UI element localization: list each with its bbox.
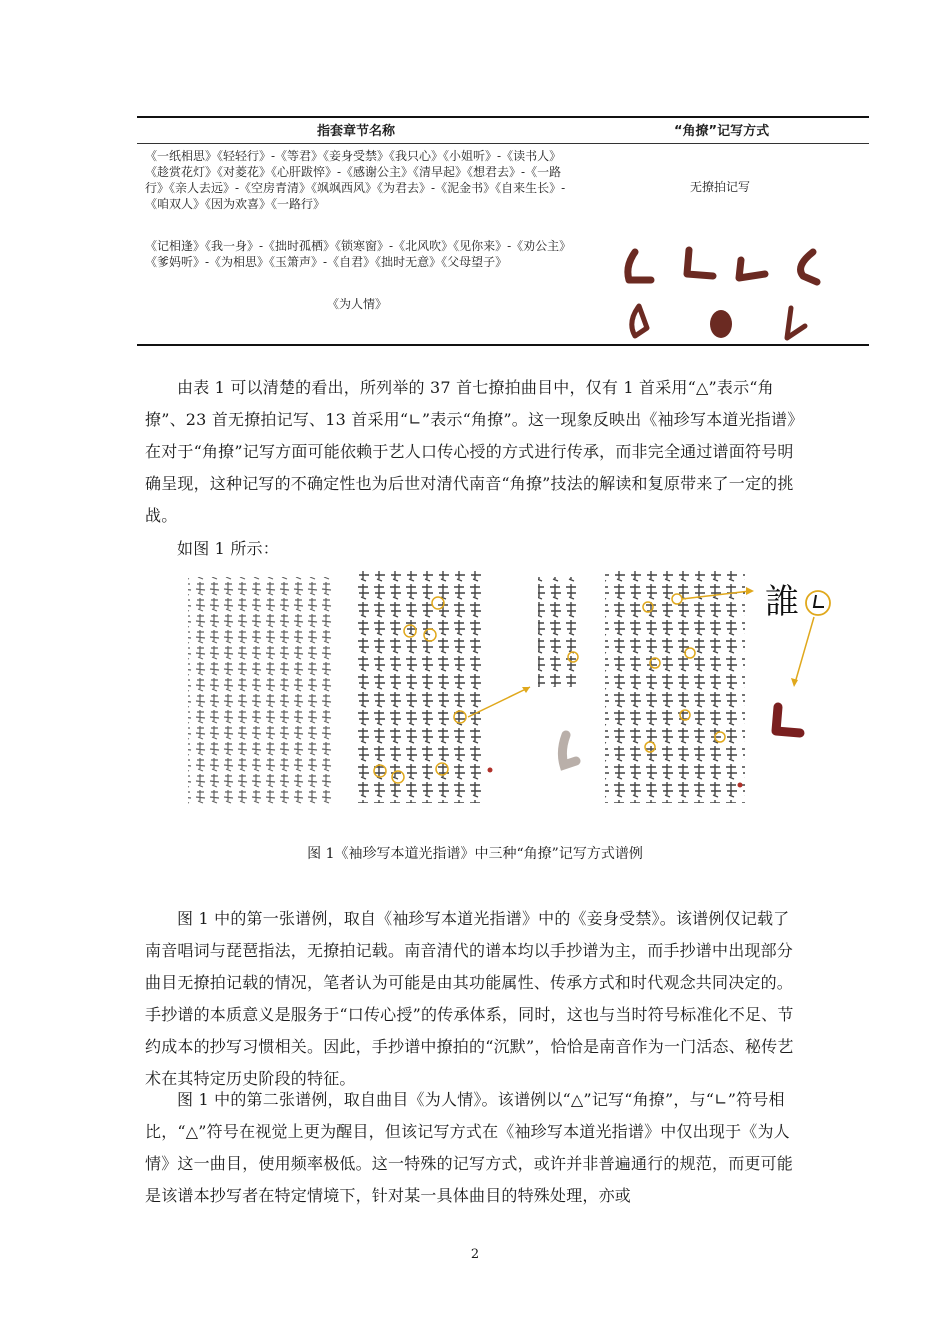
table-row-triangle-mark-title: 《为人情》 xyxy=(327,297,388,311)
blurred-mark xyxy=(562,735,576,765)
corner-mark-2 xyxy=(687,250,713,276)
corner-mark-4 xyxy=(801,252,817,282)
table-row-no-mark-method: 无撩拍记写 xyxy=(690,180,751,194)
paragraph-analysis: 由表 1 可以清楚的看出，所列举的 37 首七撩拍曲目中，仅有 1 首采用“△”表示“角撩”、23 首无撩拍记写、13 首采用“∟”表示“角撩”。这一现象反映出《袖珍写本道光指谱》在对于“角撩”记写方面可能依赖于艺人口传心授的方式进行传承，而非完全通过谱面符号明确呈现，这种记写的不确定性也为后世对清代南音“角撩”技法的解读和复原带来了一定的挑战。 xyxy=(145,378,804,525)
zoomed-glyph: 誰 xyxy=(765,582,799,622)
paragraph-figure-intro: 如图 1 所示： xyxy=(177,539,279,558)
zoomed-corner-mark xyxy=(776,707,800,733)
manuscript-sample-1 xyxy=(185,573,335,809)
paragraph-example-2: 图 1 中的第二张谱例，取自曲目《为人情》。该谱例以“△”记写“角撩”，与“∟”符号相比，“△”符号在视觉上更为醒目，但该记写方式在《袖珍写本道光指谱》中仅出现于《为人情》这一曲目，使用频率极低。这一特殊的记写方式，或许并非普遍通行的规范，而更可能是该谱本抄写者在特定情境下，针对某一具体曲目的特殊处理，亦或 xyxy=(145,1090,794,1205)
table-header-rule xyxy=(137,143,869,144)
manuscript-sample-3 xyxy=(605,571,754,803)
corner-mark-5 xyxy=(787,308,805,338)
mark-blot xyxy=(710,310,732,338)
corner-mark-3 xyxy=(739,260,765,278)
paragraph-example-1: 图 1 中的第一张谱例，取自《袖珍写本道光指谱》中的《妾身受禁》。该谱例仅记载了南音唱词与琵琶指法，无撩拍记载。南音清代的谱本均以手抄谱为主，而手抄谱中出现部分曲目无撩拍记载的情况，笔者认为可能是由其功能属性、传承方式和时代观念共同决定的。手抄谱的本质意义是服务于“口传心授”的传承体系，同时，这也与当时符号标准化不足、节约成本的抄写习惯相关。因此，手抄谱中撩拍的“沉默”，恰恰是南音作为一门活态、秘传艺术在其特定历史阶段的特征。 xyxy=(145,909,794,1088)
table-top-rule xyxy=(137,116,869,118)
manuscript-sample-2 xyxy=(355,571,530,803)
table-header-title: 指套章节名称 xyxy=(317,124,396,139)
table-row-no-mark-titles: 《一纸相思》《轻轻行》-《等君》《妾身受禁》《我只心》《小姐听》-《读书人》《趁赏花灯》《对菱花》《心肝跋悴》-《感谢公主》《清早起》《想君去》-《一路行》《亲人去远》-《空房青清》《飒飒西风》《为君去》-《泥金书》《自来生长》-《咱双人》《因为欢喜》《一路行》 xyxy=(145,149,566,211)
table-row-corner-mark-titles: 《记相逢》《我一身》-《拙时孤栖》《锁寒窗》-《北风吹》《见你来》-《劝公主》《爹妈听》-《为相思》《玉箫声》-《自君》《拙时无意》《父母望子》 xyxy=(145,239,572,269)
table-bottom-rule xyxy=(137,344,869,346)
manuscript-excerpt xyxy=(538,577,578,765)
figure-caption: 图 1《袖珍写本道光指谱》中三种“角撩”记写方式谱例 xyxy=(307,846,643,862)
table-header-method: “角撩”记写方式 xyxy=(674,124,770,139)
manuscript-figure xyxy=(180,565,840,815)
page-number: 2 xyxy=(470,1247,480,1262)
corner-mark-1 xyxy=(628,252,651,280)
corner-mark-samples xyxy=(617,244,837,344)
triangle-mark-1 xyxy=(632,306,647,336)
zoomed-glyph-detail xyxy=(765,582,830,733)
